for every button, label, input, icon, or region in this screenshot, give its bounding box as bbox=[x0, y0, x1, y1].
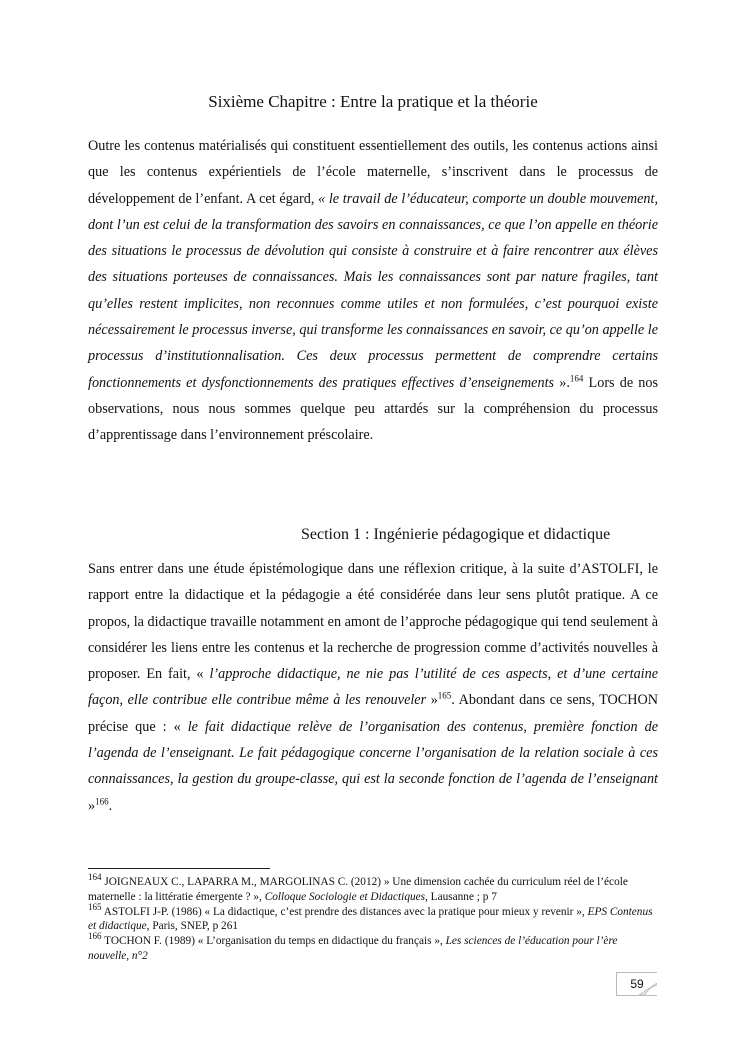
footnote-text-end: Lausanne ; p 7 bbox=[427, 890, 497, 903]
footnote-ref-165[interactable]: 165 bbox=[437, 690, 452, 701]
page-curl-icon bbox=[639, 983, 657, 995]
chapter-title: Sixième Chapitre : Entre la pratique et la théorie bbox=[208, 92, 538, 111]
para1-quote: « le travail de l’éducateur, comporte un double mouvement, dont l’un est celui de la transformation des savoirs en connaissances, ce que l’on appelle en théorie des situations le processus de dévolution qui consiste à construire et à faire rencontrer aux élèves des situations porteuses de connaissances. Mais les connaissances sont par nature fragiles, tant qu’elles restent implicites, non reconnues comme utiles et non formulées, c’est pourquoi existe nécessairement le processus inverse, qui transforme les connaissances en savoir, ce qu’on appelle le processus d’institutionnalisation. Ces deux processus permettent de comprendre certains fonctionnements et dysfonctionnements des pratiques effectives d’enseignements bbox=[88, 190, 658, 391]
footnote-number: 164 bbox=[88, 872, 102, 883]
footnote-ref-164[interactable]: 164 bbox=[569, 372, 584, 383]
footnote-italic: Colloque Sociologie et Didactiques, bbox=[264, 890, 428, 903]
footnote-separator bbox=[88, 868, 270, 869]
paragraph-intro bbox=[88, 133, 658, 449]
footnote-text-end: , Paris, SNEP, p 261 bbox=[146, 920, 239, 933]
footnote-italic: Les sciences de l’éducation pour l’ère nouvelle, n°2 bbox=[88, 935, 618, 962]
footnote-number: 165 bbox=[88, 901, 102, 912]
footnote-164 bbox=[88, 872, 658, 905]
para2-quote-tochon: le fait didactique relève de l’organisation des contenus, première fonction de l’agenda de l’enseignant. Le fait pédagogique concerne l’organisation de la relation sociale à ces connaissances, la gestion du groupe-classe, qui est la seconde fonction de l’agenda de l’enseignant bbox=[88, 718, 658, 788]
para2-quote-close-1: » bbox=[426, 692, 438, 709]
para1-text-end: Lors de nos observations, nous nous sommes quelque peu attardés sur la compréhension du processus d’apprentissage dans l’environnement préscolaire. bbox=[88, 374, 659, 444]
footnote-166 bbox=[88, 931, 658, 964]
para2-quote-close-2: » bbox=[88, 797, 96, 814]
footnotes bbox=[88, 872, 658, 964]
para2-text-end: . bbox=[108, 797, 113, 814]
footnote-number: 166 bbox=[88, 931, 102, 942]
page-number: 59 bbox=[616, 972, 657, 996]
para2-text-middle: . Abondant dans ce sens, TOCHON précise que : « bbox=[88, 692, 658, 735]
para2-text-start: Sans entrer dans une étude épistémologique dans une réflexion critique, à la suite d’ASTOLFI, le rapport entre la didactique et la pédagogie a été considérée dans leur sens plutôt pratique. A ce propos, la didactique travaille notamment en amont de l’approche pédagogique qui tend seulement à considérer les liens entre les contenus et la recherche de progression comme d’activités nouvelles à proposer. En fait, « bbox=[88, 561, 658, 683]
footnote-text: JOIGNEAUX C., LAPARRA M., MARGOLINAS C. (2012) » Une dimension cachée du curriculum réel de l’école maternelle : la littératie émergente ? », bbox=[88, 876, 628, 903]
footnote-text: TOCHON F. (1989) « L’organisation du temps en didactique du français », bbox=[101, 935, 446, 948]
footnote-165 bbox=[88, 901, 658, 935]
paragraph-section-1 bbox=[88, 556, 658, 819]
section-title: Section 1 : Ingénierie pédagogique et didactique bbox=[301, 526, 611, 543]
footnote-italic: EPS Contenus et didactique bbox=[88, 905, 653, 933]
para2-quote-astolfi: l’approche didactique, ne nie pas l’utilité de ces aspects, et d’une certaine façon, elle contribue elle contribue même à les renouveler bbox=[88, 666, 658, 709]
footnote-ref-166[interactable]: 166 bbox=[95, 795, 109, 806]
para1-text-start: Outre les contenus matérialisés qui constituent essentiellement des outils, les contenus actions ainsi que les contenus expérientiels de l’école maternelle, s’inscrivent dans le processus de développement de l’enfant. A cet égard, bbox=[88, 138, 658, 207]
footnote-text: ASTOLFI J-P. (1986) « La didactique, c’est prendre des distances avec la pratique pour mieux y revenir », bbox=[101, 905, 588, 918]
para1-quote-close: ». bbox=[554, 374, 570, 391]
